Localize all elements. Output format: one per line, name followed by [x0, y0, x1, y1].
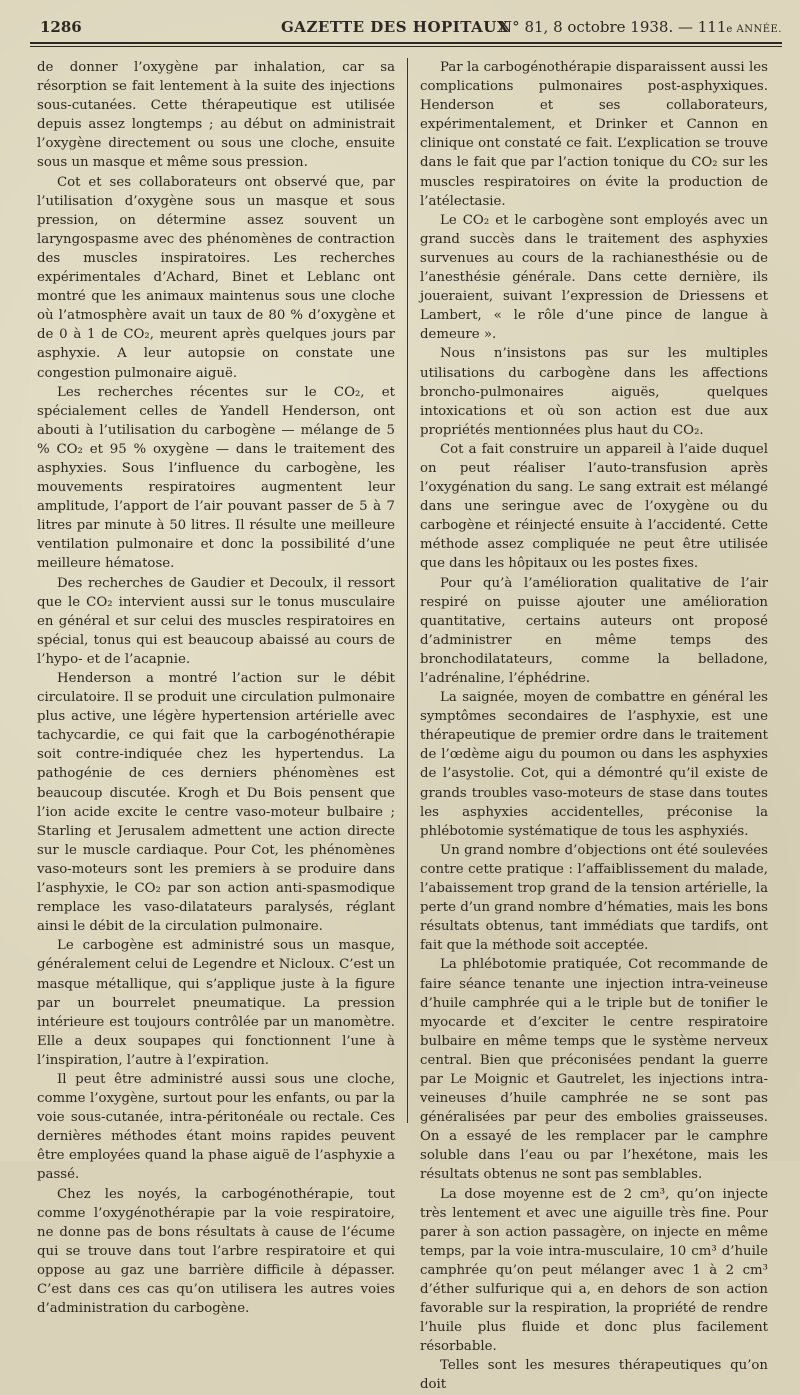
paragraph: Telles sont les mesures thérapeutiques qu’on doit [420, 1358, 768, 1393]
paragraph: Chez les noyés, la carbogénothérapie, tout comme l’oxygénothérapie par la voie respiratoire, ne donne pas de bons résultats à cause de l’écume qui se trouve dans tout l’arbre respiratoire et qui oppose au gaz une barrière difficile à dépasser. C’est dans ces cas qu’on utilisera les autres voies d’administration du carbogène. [37, 1186, 395, 1317]
page-number: 1286 [40, 18, 82, 36]
journal-title: GAZETTE DES HOPITAUX [281, 18, 510, 36]
right-column [420, 58, 768, 1395]
issue-year-suffix: e ANNÉE. [726, 24, 782, 35]
issue-date: N° 81, 8 octobre 1938. — 111 [499, 18, 727, 36]
paragraph: Par la carbogénothérapie disparaissent aussi les complications pulmonaires post-asphyxiques. Henderson et ses collaborateurs, expérimentalement, et Drinker et Cannon en clinique ont constaté ce fait. L’explication se trouve dans le fait que par l’action tonique du CO₂ sur les muscles respiratoires on évite la production de l’atélectasie. [420, 60, 768, 209]
paragraph: Pour qu’à l’amélioration qualitative de l’air respiré on puisse ajouter une amélioration quantitative, certains auteurs ont proposé d’administrer en même temps des bronchodilatateurs, comme la belladone, l’adrénaline, l’éphédrine. [420, 575, 768, 686]
paragraph: Le carbogène est administré sous un masque, généralement celui de Legendre et Nicloux. C’est un masque métallique, qui s’applique juste à la figure par un bourrelet pneumatique. La pression intérieure est toujours contrôlée par un manomètre. Elle a deux soupapes qui fonctionnent l’une à l’inspiration, l’autre à l’expiration. [37, 938, 395, 1068]
issue-info [499, 18, 782, 36]
paragraph: Cot a fait construire un appareil à l’aide duquel on peut réaliser l’auto-transfusion après l’oxygénation du sang. Le sang extrait est mélangé dans une seringue avec de l’oxygène ou du carbogène et réinjecté ensuite à l’accidenté. Cette méthode assez compliquée ne peut être utilisée que dans les hôpitaux ou les postes fixes. [420, 441, 768, 572]
paragraph: La saignée, moyen de combattre en général les symptômes secondaires de l’asphyxie, est une thérapeutique de premier ordre dans le traitement de l’œdème aigu du poumon ou dans les asphyxies de l’asystolie. Cot, qui a démontré qu’il existe de grands troubles vaso-moteurs de stase dans toutes les asphyxies accidentelles, préconise la phlébotomie systématique de tous les asphyxiés. [420, 690, 768, 839]
header-rule-thin [30, 46, 782, 47]
paragraph: Henderson a montré l’action sur le débit circulatoire. Il se produit une circulation pulmonaire plus active, une légère hypertension artérielle avec tachycardie, ce qui fait que la carbogénothérapie soit contre-indiquée chez les hypertendus. La pathogénie de ces derniers phénomènes est beaucoup discutée. Krogh et Du Bois pensent que l’ion acide excite le centre vaso-moteur bulbaire ; Starling et Jerusalem admettent une action directe sur le muscle cardiaque. Pour Cot, les phénomènes vaso-moteurs sont les premiers à se produire dans l’asphyxie, le CO₂ par son action anti-spasmodique remplace les vaso-dilatateurs paralysés, réglant ainsi le débit de la circulation pulmonaire. [37, 671, 395, 935]
page-header [26, 14, 784, 40]
paragraph: Cot et ses collaborateurs ont observé que, par l’utilisation d’oxygène sous un masque et sous pression, on détermine assez souvent un laryngospasme avec des phénomènes de contraction des muscles inspiratoires. Les recherches expérimentales d’Achard, Binet et Leblanc ont montré que les animaux maintenus sous une cloche où l’atmosphère avait un taux de 80 % d’oxygène et de 0 à 1 de CO₂, meurent après quelques jours par asphyxie. A leur autopsie on constate une congestion pulmonaire aiguë. [37, 174, 395, 381]
paragraph: Le CO₂ et le carbogène sont employés avec un grand succès dans le traitement des asphyxies survenues au cours de la rachianesthésie ou de l’anesthésie générale. Dans cette dernière, ils joueraient, suivant l’expression de Driessens et Lambert, « le rôle d’une pince de langue à demeure ». [420, 212, 768, 343]
left-column [37, 58, 395, 1318]
column-divider [407, 58, 408, 1123]
paragraph: Les recherches récentes sur le CO₂, et spécialement celles de Yandell Henderson, ont abouti à l’utilisation du carbogène — mélange de 5 % CO₂ et 95 % oxygène — dans le traitement des asphyxies. Sous l’influence du carbogène, les mouvements respiratoires augmentent leur amplitude, l’apport de l’air pouvant passer de 5 à 7 litres par minute à 50 litres. Il résulte une meilleure ventilation pulmonaire et donc la possibilité d’une meilleure hématose. [37, 384, 395, 572]
paragraph: Il peut être administré aussi sous une cloche, comme l’oxygène, surtout pour les enfants, ou par la voie sous-cutanée, intra-péritonéale ou rectale. Ces dernières méthodes étant moins rapides peuvent être employées quand la phase aiguë de l’asphyxie a passé. [37, 1071, 395, 1183]
paragraph: La phlébotomie pratiquée, Cot recommande de faire séance tenante une injection intra-veineuse d’huile camphrée qui a le triple but de tonifier le myocarde et d’exciter le centre respiratoire bulbaire en même temps que le système nerveux central. Bien que préconisées pendant la guerre par Le Moignic et Gautrelet, les injections intra-veineuses d’huile camphrée ne se sont pas généralisées par peur des embolies graisseuses. On a essayé de les remplacer par le camphre soluble dans l’eau ou par l’hexétone, mais les résultats obtenus ne sont pas semblables. [420, 957, 768, 1183]
paragraph: de donner l’oxygène par inhalation, car sa résorption se fait lentement à la suite des injections sous-cutanées. Cette thérapeutique est utilisée depuis assez longtemps ; au début on administrait l’oxygène directement ou sous une cloche, ensuite sous un masque et même sous pression. [37, 60, 395, 171]
paragraph: Nous n’insistons pas sur les multiples utilisations du carbogène dans les affections broncho-pulmonaires aiguës, quelques intoxications et où son action est due aux propriétés mentionnées plus haut du CO₂. [420, 346, 768, 438]
paragraph: La dose moyenne est de 2 cm³, qu’on injecte très lentement et avec une aiguille très fine. Pour parer à son action passagère, on injecte en même temps, par la voie intra-musculaire, 10 cm³ d’huile camphrée qu’on peut mélanger avec 1 à 2 cm³ d’éther sulfurique qui a, en dehors de son action favorable sur la respiration, la propriété de rendre l’huile plus fluide et donc plus facilement résorbable. [420, 1186, 768, 1355]
paragraph: Un grand nombre d’objections ont été soulevées contre cette pratique : l’affaiblissement du malade, l’abaissement trop grand de la tension artérielle, la perte d’un grand nombre d’hématies, mais les bons résultats obtenus, tant immédiats que tardifs, ont fait que la méthode soit acceptée. [420, 842, 768, 954]
paragraph: Des recherches de Gaudier et Decoulx, il ressort que le CO₂ intervient aussi sur le tonus musculaire en général et sur celui des muscles respiratoires en spécial, tonus qui est beaucoup abaissé au cours de l’hypo- et de l’acapnie. [37, 575, 395, 667]
header-rule-thick [30, 42, 782, 44]
